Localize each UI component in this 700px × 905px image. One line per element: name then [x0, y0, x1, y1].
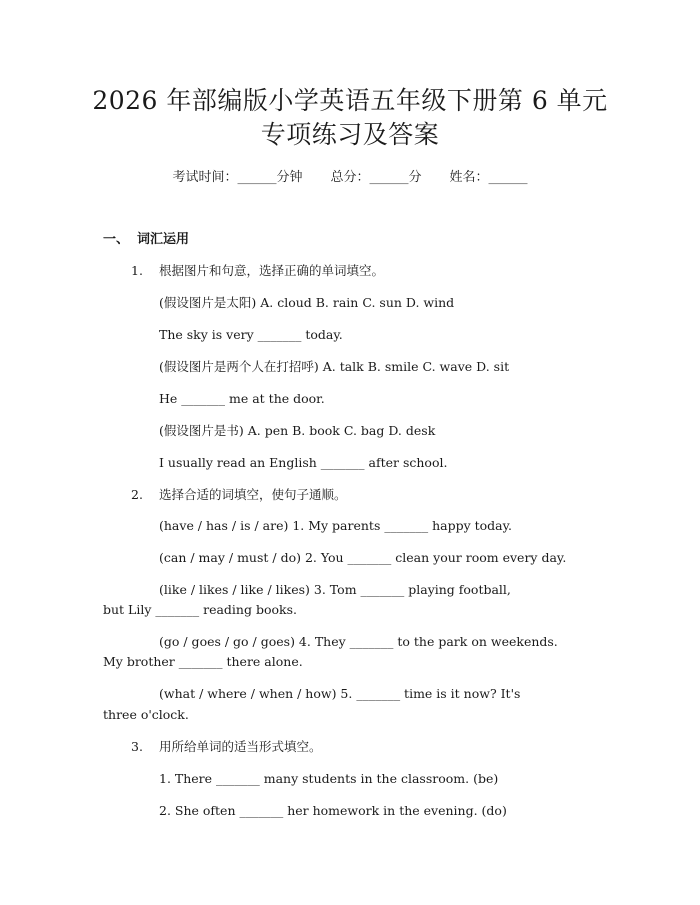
q2-line: (what / where / when / how) 5. _______ time is it now? It's	[159, 686, 521, 701]
section-heading	[103, 231, 189, 249]
question-number: 2.	[131, 487, 143, 502]
question-number: 1.	[131, 263, 143, 278]
page-title-line-1: 2026 年部编版小学英语五年级下册第 6 单元	[92, 86, 608, 115]
page-title-line-2: 专项练习及答案	[260, 120, 440, 149]
q2-line: (can / may / must / do) 2. You _______ clean your room every day.	[159, 550, 567, 565]
student-name: 姓名：______	[449, 170, 528, 185]
exam-time: 考试时间：______分钟	[172, 170, 303, 185]
q1-line: (假设图片是书) A. pen B. book C. bag D. desk	[159, 423, 436, 438]
q2-line: three o'clock.	[103, 707, 189, 722]
q3-line: 2. She often _______ her homework in the evening. (do)	[159, 803, 507, 818]
question-text: 用所给单词的适当形式填空。	[159, 739, 322, 754]
question-2-instruction	[131, 486, 347, 504]
exam-info	[0, 168, 700, 188]
question-1-instruction	[131, 262, 384, 280]
section-number: 一、	[103, 232, 130, 247]
section-title: 词汇运用	[137, 232, 190, 247]
q3-line: 1. There _______ many students in the classroom. (be)	[159, 771, 499, 786]
question-number: 3.	[131, 739, 143, 754]
q1-line: He _______ me at the door.	[159, 391, 325, 406]
question-text: 选择合适的词填空，使句子通顺。	[159, 487, 347, 502]
q1-line: I usually read an English _______ after school.	[159, 455, 448, 470]
q1-line: (假设图片是太阳) A. cloud B. rain C. sun D. wind	[159, 295, 455, 310]
question-3-instruction	[131, 738, 322, 756]
q2-line: but Lily _______ reading books.	[103, 602, 297, 617]
exam-score: 总分：______分	[330, 170, 422, 185]
q1-line: The sky is very _______ today.	[159, 327, 343, 342]
q2-line: (have / has / is / are) 1. My parents _______ happy today.	[159, 518, 512, 533]
question-text: 根据图片和句意，选择正确的单词填空。	[159, 263, 385, 278]
q2-line: My brother _______ there alone.	[103, 654, 303, 669]
q2-line: (like / likes / like / likes) 3. Tom _______ playing football,	[159, 582, 511, 597]
q2-line: (go / goes / go / goes) 4. They _______ to the park on weekends.	[159, 634, 558, 649]
q1-line: (假设图片是两个人在打招呼) A. talk B. smile C. wave D. sit	[159, 359, 510, 374]
